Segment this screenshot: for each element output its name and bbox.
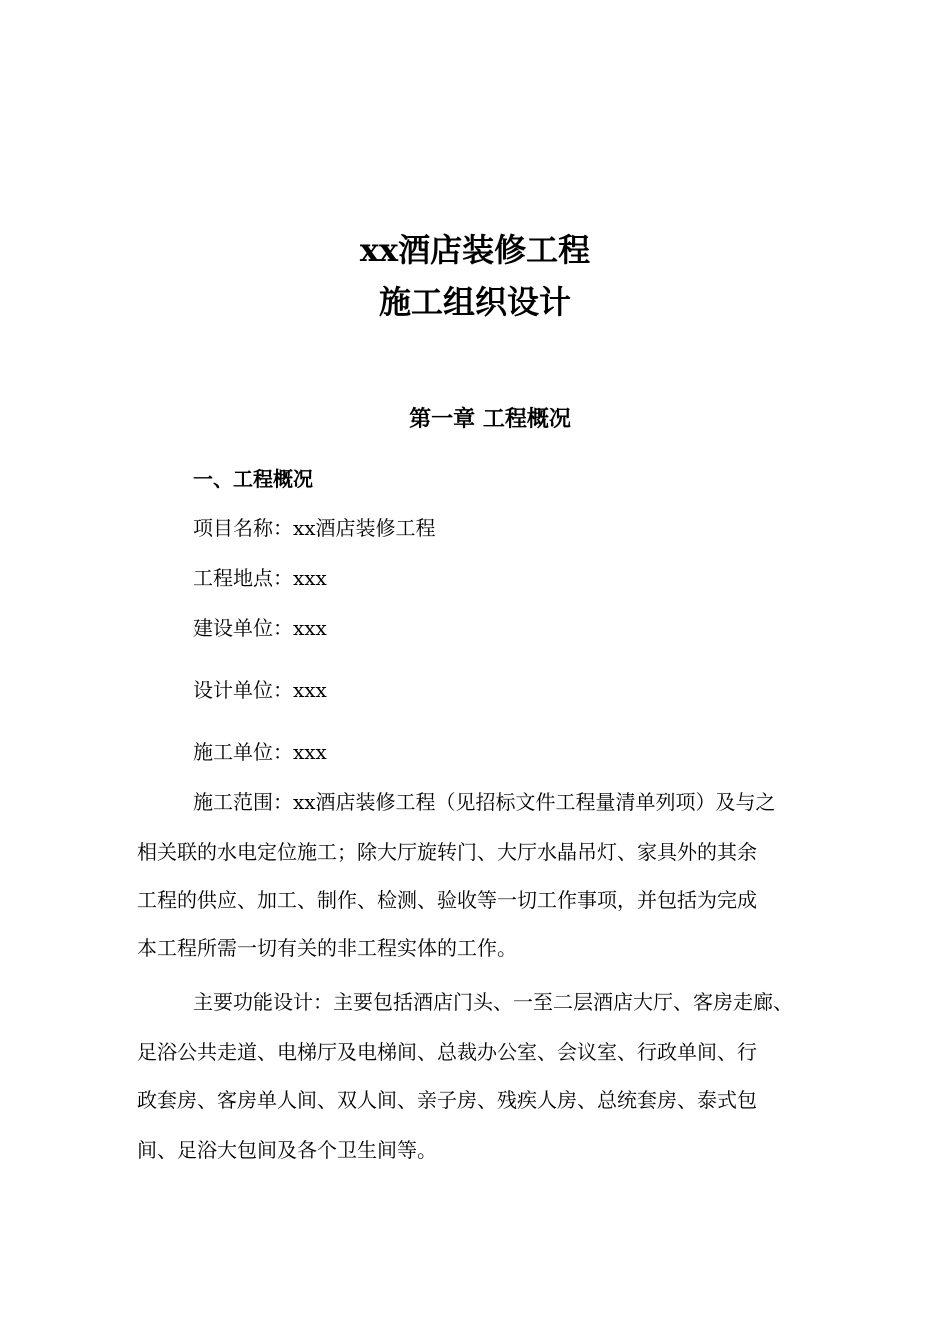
field-project-location: 工程地点：xxx xyxy=(193,566,327,590)
scope-paragraph-line: 工程的供应、加工、制作、检测、验收等一切工作事项，并包括为完成 xyxy=(137,888,757,912)
field-design-unit: 设计单位：xxx xyxy=(193,678,327,702)
section-heading: 一、工程概况 xyxy=(193,467,313,491)
scope-paragraph-line: 施工范围：xx酒店装修工程（见招标文件工程量清单列项）及与之 xyxy=(193,790,776,814)
field-construction-unit: 施工单位：xxx xyxy=(193,740,327,764)
function-paragraph-line: 间、足浴大包间及各个卫生间等。 xyxy=(137,1138,437,1162)
scope-paragraph-line: 本工程所需一切有关的非工程实体的工作。 xyxy=(137,936,517,960)
function-paragraph-line: 足浴公共走道、电梯厅及电梯间、总裁办公室、会议室、行政单间、行 xyxy=(137,1040,757,1064)
field-owner-unit: 建设单位：xxx xyxy=(193,616,327,640)
document-title-line-1: xx酒店装修工程 xyxy=(359,231,591,269)
chapter-title: 第一章 工程概况 xyxy=(409,406,571,432)
function-paragraph-line: 主要功能设计：主要包括酒店门头、一至二层酒店大厅、客房走廊、 xyxy=(193,990,793,1014)
scope-paragraph-line: 相关联的水电定位施工；除大厅旋转门、大厅水晶吊灯、家具外的其余 xyxy=(137,840,757,864)
document-title-line-2: 施工组织设计 xyxy=(378,283,571,321)
function-paragraph-line: 政套房、客房单人间、双人间、亲子房、残疾人房、总统套房、泰式包 xyxy=(137,1088,757,1112)
field-project-name: 项目名称：xx酒店装修工程 xyxy=(193,516,436,540)
